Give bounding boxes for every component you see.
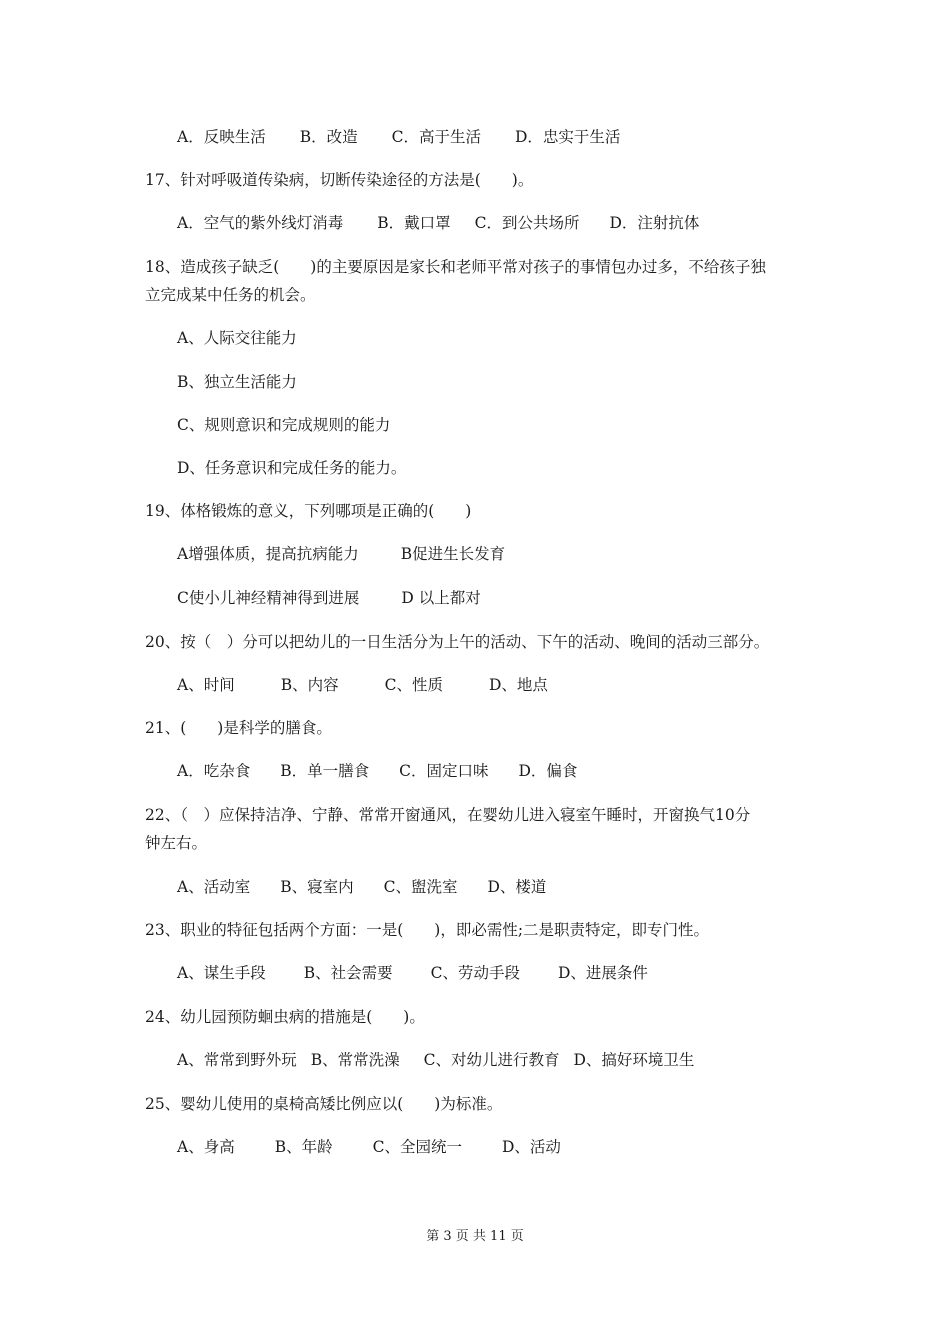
q17-option-a: A．空气的紫外线灯消毒	[177, 214, 344, 232]
q19-options-row2	[177, 587, 481, 609]
q18-option-d: D、任务意识和完成任务的能力。	[177, 459, 407, 477]
q16-option-c: C．高于生活	[391, 128, 481, 146]
q24-options	[177, 1049, 694, 1071]
q23-option-c: C、劳动手段	[430, 964, 520, 982]
page-footer: 第 3 页 共 11 页	[426, 1229, 524, 1244]
q17-option-c: C．到公共场所	[474, 214, 580, 232]
q22-question-line1: 22、（ ）应保持洁净、宁静、常常开窗通风，在婴幼儿进入寝室午睡时，开窗换气10分	[145, 806, 751, 824]
q16-option-a: A．反映生活	[177, 128, 266, 146]
q23-option-a: A、谋生手段	[177, 964, 266, 982]
q20-option-b: B、内容	[280, 676, 339, 694]
q17-options	[177, 212, 699, 234]
q18-option-c: C、规则意识和完成规则的能力	[177, 416, 391, 434]
q18-option-a: A、人际交往能力	[177, 329, 297, 347]
q23-option-d: D、进展条件	[557, 964, 648, 982]
q22-question-line2: 钟左右。	[145, 834, 208, 852]
q22-option-a: A、活动室	[177, 878, 251, 896]
q20-question: 20、按（ ）分可以把幼儿的一日生活分为上午的活动、下午的活动、晚间的活动三部分。	[145, 633, 770, 651]
q23-option-b: B、社会需要	[303, 964, 393, 982]
q21-option-b: B．单一膳食	[280, 762, 370, 780]
q16-option-b: B．改造	[299, 128, 358, 146]
q20-options	[177, 674, 548, 696]
q18-option-b: B、独立生活能力	[177, 373, 297, 391]
q22-option-b: B、寝室内	[280, 878, 354, 896]
q16-option-d: D．忠实于生活	[514, 128, 621, 146]
q16-options	[177, 126, 620, 148]
q21-question: 21、( )是科学的膳食。	[145, 719, 332, 737]
q25-option-d: D、活动	[501, 1138, 561, 1156]
q18-question-line1: 18、造成孩子缺乏( )的主要原因是家长和老师平常对孩子的事情包办过多，不给孩子独	[145, 258, 766, 276]
q20-option-c: C、性质	[384, 676, 443, 694]
q25-option-c: C、全园统一	[372, 1138, 462, 1156]
q19-question: 19、体格锻炼的意义，下列哪项是正确的( )	[145, 502, 472, 520]
q22-option-c: C、盥洗室	[383, 878, 458, 896]
q24-question: 24、幼儿园预防蛔虫病的措施是( )。	[145, 1008, 425, 1026]
q22-option-d: D、楼道	[487, 878, 547, 896]
q22-options	[177, 876, 546, 898]
q21-option-a: A．吃杂食	[177, 762, 251, 780]
q20-option-d: D、地点	[488, 676, 548, 694]
q21-option-d: D．偏食	[518, 762, 578, 780]
q25-option-a: A、身高	[177, 1138, 235, 1156]
q19-option-a: A增强体质，提高抗病能力	[177, 545, 359, 563]
q21-option-c: C．固定口味	[399, 762, 489, 780]
q25-question: 25、婴幼儿使用的桌椅高矮比例应以( )为标准。	[145, 1095, 503, 1113]
q24-option-d: D、搞好环境卫生	[573, 1051, 695, 1069]
q23-question: 23、职业的特征包括两个方面：一是( )，即必需性;二是职责特定，即专门性。	[145, 921, 710, 939]
q19-options-row1	[177, 543, 505, 565]
q17-option-b: B．戴口罩	[377, 214, 451, 232]
q19-option-b: B促进生长发育	[400, 545, 506, 563]
q19-option-d: D 以上都对	[401, 589, 481, 607]
q24-option-b: B、常常洗澡	[310, 1051, 400, 1069]
q24-option-a: A、常常到野外玩	[177, 1051, 297, 1069]
q21-options	[177, 760, 577, 782]
q17-question: 17、针对呼吸道传染病，切断传染途径的方法是( )。	[145, 171, 534, 189]
q25-options	[177, 1136, 561, 1158]
q25-option-b: B、年龄	[274, 1138, 333, 1156]
q17-option-d: D．注射抗体	[609, 214, 700, 232]
q24-option-c: C、对幼儿进行教育	[423, 1051, 560, 1069]
q23-options	[177, 962, 648, 984]
q19-option-c: C使小儿神经精神得到进展	[177, 589, 360, 607]
q20-option-a: A、时间	[177, 676, 235, 694]
q18-question-line2: 立完成某中任务的机会。	[145, 286, 316, 304]
